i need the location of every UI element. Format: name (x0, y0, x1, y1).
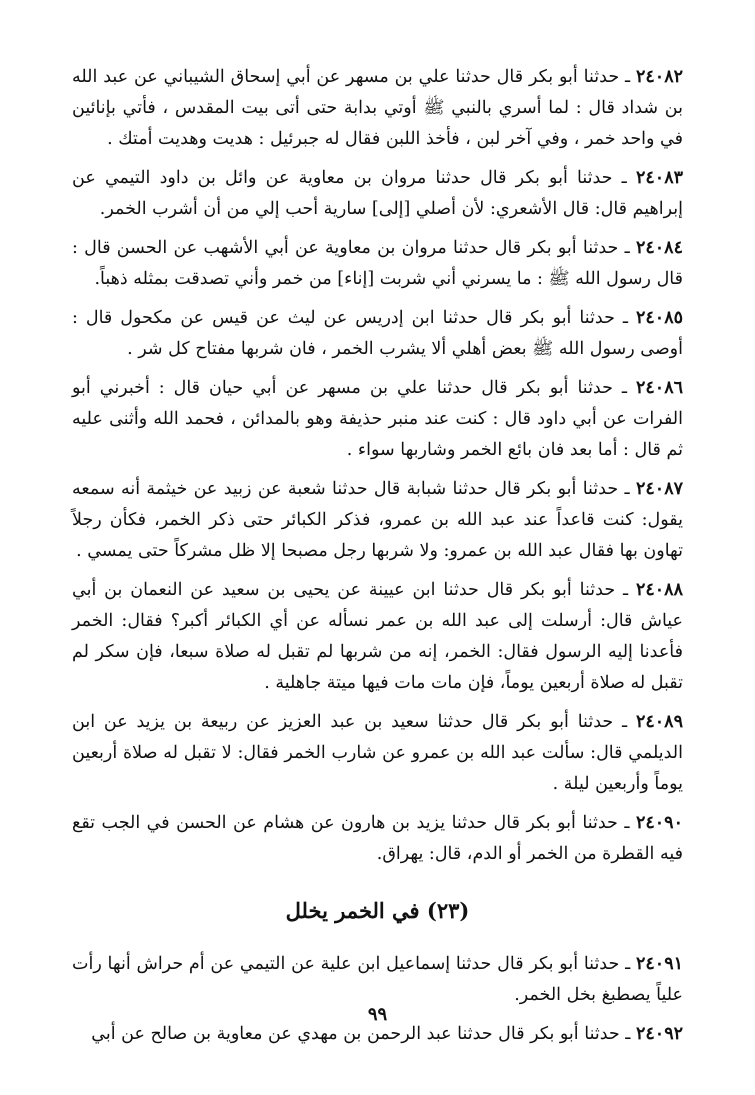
hadith-text: حدثنا أبو بكر قال حدثنا علي بن مسهر عن أبي إسحاق الشيباني عن عبد الله بن شداد قال : لما أسري بالنبي ﷺ أوتي بدابة حتى أتى بيت المقدس ، فأتي بإنائين في واحد خمر ، وفي آخر لبن ، فأخذ اللبن فقال له جبرئيل : هديت وهديت أمتك . (72, 67, 683, 149)
hadith-entry: ٢٤٠٨٥ ـ حدثنا أبو بكر قال حدثنا ابن إدريس عن ليث عن قيس عن مكحول قال : أوصى رسول الله ﷺ بعض أهلي ألا يشرب الخمر ، فان شربها مفتاح كل شر . (72, 308, 683, 359)
hadith-number: ٢٤٠٨٨ (635, 580, 683, 600)
hadith-number: ٢٤٠٩١ (636, 954, 683, 974)
hadith-text: حدثنا أبو بكر قال حدثنا يزيد بن هارون عن هشام عن الحسن في الجب تقع فيه القطرة من الخمر أو الدم، قال: يهراق. (72, 813, 683, 864)
hadith-number: ٢٤٠٨٢ (636, 67, 683, 87)
hadith-entry: ٢٤٠٩٢ ـ حدثنا أبو بكر قال حدثنا عبد الرحمن بن مهدي عن معاوية بن صالح عن أبي (91, 1024, 683, 1044)
hadith-text: حدثنا أبو بكر قال حدثنا ابن إدريس عن ليث عن قيس عن مكحول قال : أوصى رسول الله ﷺ بعض أهلي ألا يشرب الخمر ، فان شربها مفتاح كل شر . (72, 308, 683, 359)
page-number: ٩٩ (367, 1004, 388, 1025)
hadith-entry: ٢٤٠٨٩ ـ حدثنا أبو بكر قال حدثنا سعيد بن عبد العزيز عن ربيعة بن يزيد عن ابن الديلمي قال: سألت عبد الله بن عمرو عن شارب الخمر فقال: لا تقبل له صلاة أربعين يوماً وأربعين ليلة . (72, 712, 683, 794)
hadith-number: ٢٤٠٨٤ (635, 238, 683, 258)
hadith-entry: ٢٤٠٨٢ ـ حدثنا أبو بكر قال حدثنا علي بن مسهر عن أبي إسحاق الشيباني عن عبد الله بن شداد قال : لما أسري بالنبي ﷺ أوتي بدابة حتى أتى بيت المقدس ، فأتي بإنائين في واحد خمر ، وفي آخر لبن ، فأخذ اللبن فقال له جبرئيل : هديت وهديت أمتك . (72, 67, 683, 149)
hadith-number: ٢٤٠٨٥ (636, 308, 683, 328)
hadith-number: ٢٤٠٨٩ (635, 712, 683, 732)
hadith-number: ٢٤٠٨٦ (636, 378, 683, 398)
section-heading: (٢٣) في الخمر يخلل (285, 898, 470, 923)
entries-before (72, 62, 683, 870)
hadith-text: حدثنا أبو بكر قال حدثنا مروان بن معاوية عن وائل بن داود التيمي عن إبراهيم قال: قال الأشعري: لأن أصلي [إلى] سارية أحب إلي من أن أشرب الخمر. (72, 168, 683, 219)
hadith-text: حدثنا أبو بكر قال حدثنا ابن عيينة عن يحيى بن سعيد عن النعمان بن أبي عياش قال: أرسلت إلى عبد الله بن عمر نسأله عن أي الكبائر أكبر؟ فقال: الخمر فأعدنا إليه الرسول فقال: الخمر، إنه من شربها لم تقبل له صلاة سبعا، فإن سكر لم تقبل له صلاة أربعين يوماً، فإن مات مات فيها ميتة جاهلية . (72, 580, 683, 693)
hadith-number: ٢٤٠٩٢ (636, 1024, 683, 1044)
hadith-text: حدثنا أبو بكر قال حدثنا مروان بن معاوية عن أبي الأشهب عن الحسن قال : قال رسول الله ﷺ : ما يسرني أني شربت [إناء] من خمر وأني تصدقت بمثله ذهباً. (72, 238, 683, 289)
page-body (72, 62, 683, 1058)
hadith-text: حدثنا أبو بكر قال حدثنا شبابة قال حدثنا شعبة عن زبيد عن خيثمة أنه سمعه يقول: كنت قاعداً عند عبد الله بن عمرو، فذكر الكبائر حتى ذكر الخمر، فكأن رجلاً تهاون بها فقال عبد الله بن عمرو: ولا شربها رجل مصبحا إلا ظل مشركاً حتى يمسي . (72, 479, 683, 561)
hadith-entry: ٢٤٠٨٣ ـ حدثنا أبو بكر قال حدثنا مروان بن معاوية عن وائل بن داود التيمي عن إبراهيم قال: قال الأشعري: لأن أصلي [إلى] سارية أحب إلي من أن أشرب الخمر. (72, 168, 683, 219)
hadith-text: حدثنا أبو بكر قال حدثنا عبد الرحمن بن مهدي عن معاوية بن صالح عن أبي (91, 1024, 620, 1044)
hadith-entry: ٢٤٠٨٤ ـ حدثنا أبو بكر قال حدثنا مروان بن معاوية عن أبي الأشهب عن الحسن قال : قال رسول الله ﷺ : ما يسرني أني شربت [إناء] من خمر وأني تصدقت بمثله ذهباً. (72, 238, 683, 289)
hadith-entry: ٢٤٠٩٠ ـ حدثنا أبو بكر قال حدثنا يزيد بن هارون عن هشام عن الحسن في الجب تقع فيه القطرة من الخمر أو الدم، قال: يهراق. (72, 813, 683, 864)
hadith-entry: ٢٤٠٨٦ ـ حدثنا أبو بكر قال حدثنا علي بن مسهر عن أبي حيان قال : أخبرني أبو الفرات عن أبي داود قال : كنت عند منبر حذيفة وهو بالمدائن ، فحمد الله وأثنى عليه ثم قال : أما بعد فان بائع الخمر وشاربها سواء . (72, 378, 683, 460)
hadith-number: ٢٤٠٨٣ (636, 168, 683, 188)
hadith-entry: ٢٤٠٨٨ ـ حدثنا أبو بكر قال حدثنا ابن عيينة عن يحيى بن سعيد عن النعمان بن أبي عياش قال: أرسلت إلى عبد الله بن عمر نسأله عن أي الكبائر أكبر؟ فقال: الخمر فأعدنا إليه الرسول فقال: الخمر، إنه من شربها لم تقبل له صلاة سبعا، فإن سكر لم تقبل له صلاة أربعين يوماً، فإن مات مات فيها ميتة جاهلية . (72, 580, 683, 693)
hadith-text: حدثنا أبو بكر قال حدثنا إسماعيل ابن علية عن التيمي عن أم حراش أنها رأت علياً يصطبغ بخل الخمر. (72, 954, 683, 1005)
hadith-entry: ٢٤٠٩١ ـ حدثنا أبو بكر قال حدثنا إسماعيل ابن علية عن التيمي عن أم حراش أنها رأت علياً يصطبغ بخل الخمر. (72, 954, 683, 1005)
hadith-text: حدثنا أبو بكر قال حدثنا علي بن مسهر عن أبي حيان قال : أخبرني أبو الفرات عن أبي داود قال : كنت عند منبر حذيفة وهو بالمدائن ، فحمد الله وأثنى عليه ثم قال : أما بعد فان بائع الخمر وشاربها سواء . (72, 378, 683, 460)
hadith-number: ٢٤٠٩٠ (635, 813, 683, 833)
entries-after (72, 949, 683, 1050)
hadith-entry: ٢٤٠٨٧ ـ حدثنا أبو بكر قال حدثنا شبابة قال حدثنا شعبة عن زبيد عن خيثمة أنه سمعه يقول: كنت قاعداً عند عبد الله بن عمرو، فذكر الكبائر حتى ذكر الخمر، فكأن رجلاً تهاون بها فقال عبد الله بن عمرو: ولا شربها رجل مصبحا إلا ظل مشركاً حتى يمسي . (72, 479, 683, 561)
hadith-text: حدثنا أبو بكر قال حدثنا سعيد بن عبد العزيز عن ربيعة بن يزيد عن ابن الديلمي قال: سألت عبد الله بن عمرو عن شارب الخمر فقال: لا تقبل له صلاة أربعين يوماً وأربعين ليلة . (72, 712, 683, 794)
hadith-number: ٢٤٠٨٧ (636, 479, 683, 499)
